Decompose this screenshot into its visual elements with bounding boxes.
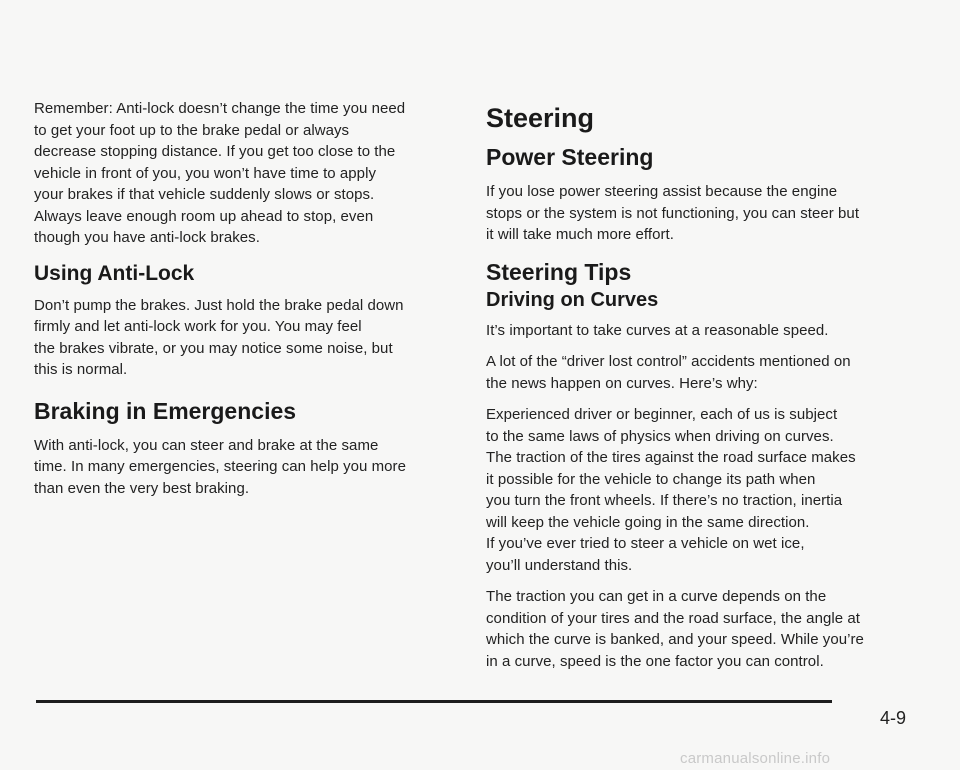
left-column	[34, 98, 454, 509]
right-column	[486, 103, 926, 682]
braking-emergencies-paragraph: With anti-lock, you can steer and brake at the same time. In many emergencies, steering can help you more than even the very best braking.	[34, 436, 406, 497]
braking-emergencies-heading: Braking in Emergencies	[34, 397, 297, 424]
intro-paragraph: Remember: Anti-lock doesn’t change the time you need to get your foot up to the brake pedal or always decrease stopping distance. If you get too close to the vehicle in front of you, you won’t have time to apply your brakes if that vehicle suddenly slows or stops. Always leave enough room up ahead to stop, even though you have anti-lock brakes.	[34, 100, 406, 246]
page-number: 4-9	[880, 708, 907, 728]
curves-paragraph-2: A lot of the “driver lost control” accidents mentioned on the news happen on curves. Here’s why:	[486, 353, 851, 392]
driving-on-curves-heading: Driving on Curves	[486, 288, 659, 311]
using-antilock-heading: Using Anti-Lock	[34, 261, 195, 285]
curves-paragraph-3: Experienced driver or beginner, each of us is subject to the same laws of physics when driving on curves. The traction of the tires against the road surface makes it possible for the vehicle to change its path when you turn the front wheels. If there’s no traction, inertia will keep the vehicle going in the same direction. If you’ve ever tried to steer a vehicle on wet ice, you’ll understand this.	[486, 406, 856, 574]
power-steering-heading: Power Steering	[486, 144, 654, 170]
watermark: carmanualsonline.info	[680, 750, 831, 767]
steering-title: Steering	[486, 103, 595, 133]
curves-paragraph-1: It’s important to take curves at a reasonable speed.	[486, 321, 829, 339]
curves-paragraph-4: The traction you can get in a curve depends on the condition of your tires and the road surface, the angle at which the curve is banked, and your speed. While you’re in a curve, speed is the one factor you can control.	[486, 588, 864, 670]
power-steering-paragraph: If you lose power steering assist because the engine stops or the system is not functioning, you can steer but it will take much more effort.	[486, 183, 860, 243]
using-antilock-paragraph: Don’t pump the brakes. Just hold the brake pedal down firmly and let anti-lock work for you. You may feel the brakes vibrate, or you may notice some noise, but this is normal.	[34, 296, 404, 378]
footer-rule	[36, 700, 832, 703]
steering-tips-heading: Steering Tips	[486, 258, 632, 285]
